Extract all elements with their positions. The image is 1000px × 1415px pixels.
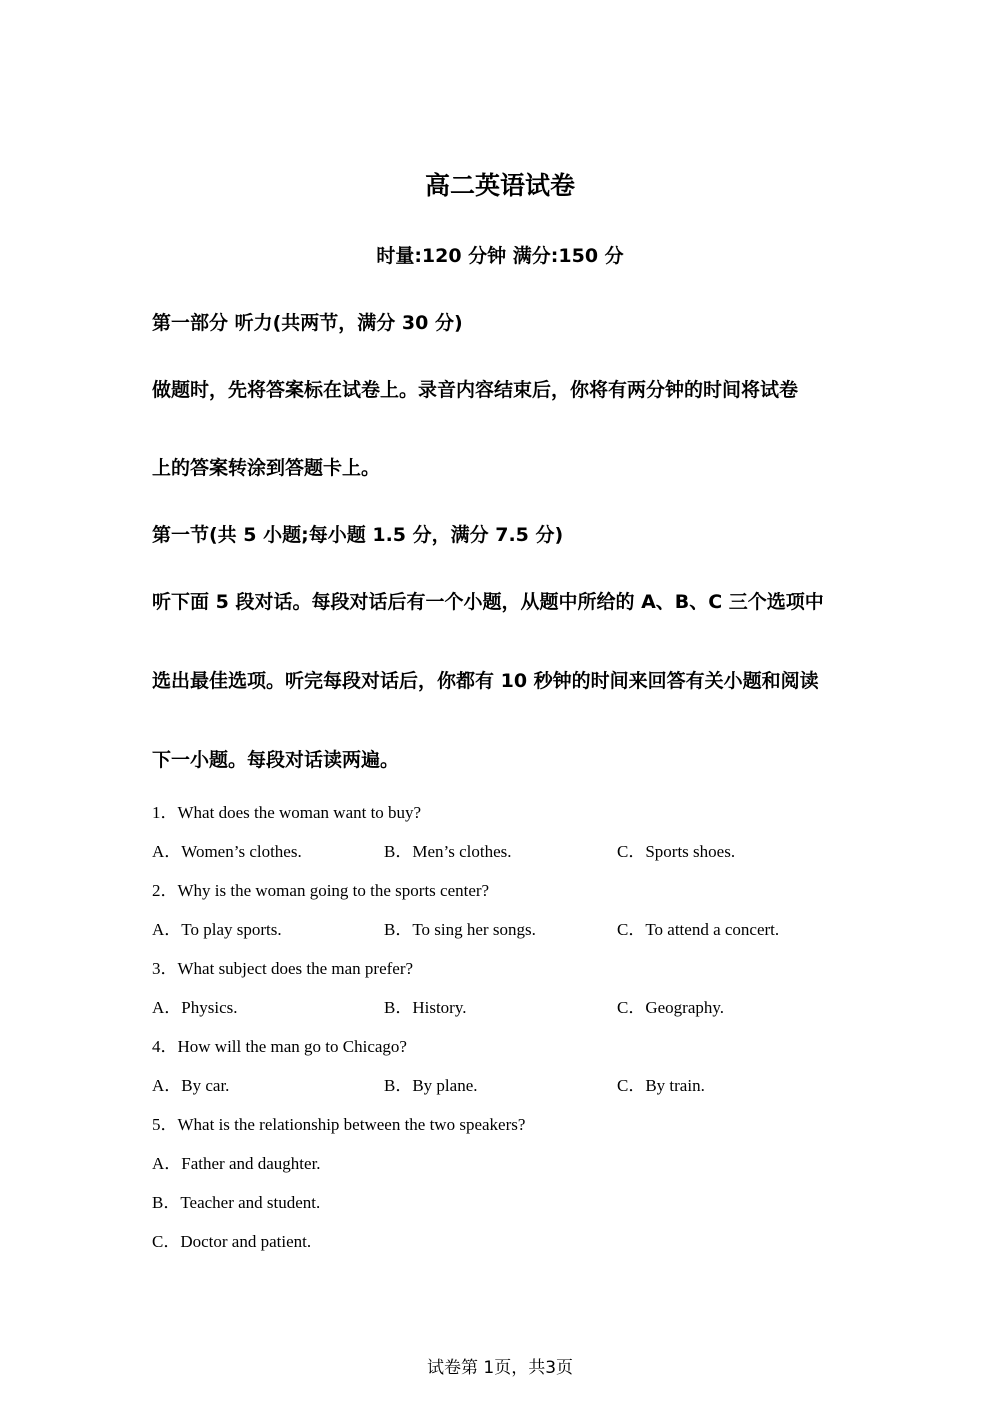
question-1-stem: 1．What does the woman want to buy? [152, 803, 422, 822]
question-2-option-a: A．To play sports. [152, 920, 282, 939]
section1-heading: 第一节(共 5 小题;每小题 1.5 分，满分 7.5 分) [152, 524, 564, 546]
section1-instruction-line-1: 听下面 5 段对话。每段对话后有一个小题，从题中所给的 A、B、C 三个选项中 [152, 591, 824, 613]
question-4-option-b: B．By plane. [384, 1076, 478, 1095]
question-3-stem: 3．What subject does the man prefer? [152, 959, 414, 978]
question-1-option-b: B．Men’s clothes. [384, 842, 512, 861]
exam-time-and-score: 时量:120 分钟 满分:150 分 [376, 245, 624, 267]
part1-instruction-line-2: 上的答案转涂到答题卡上。 [152, 457, 381, 479]
question-2-option-b: B．To sing her songs. [384, 920, 536, 939]
question-4-stem: 4．How will the man go to Chicago? [152, 1037, 407, 1056]
question-4-option-c: C．By train. [617, 1076, 705, 1095]
question-5-stem: 5．What is the relationship between the two speakers? [152, 1115, 526, 1134]
section1-instruction-line-3: 下一小题。每段对话读两遍。 [152, 749, 400, 771]
question-4-option-a: A．By car. [152, 1076, 230, 1095]
question-3-option-b: B．History. [384, 998, 467, 1017]
question-1-option-a: A．Women’s clothes. [152, 842, 302, 861]
page-title: 高二英语试卷 [424, 171, 575, 200]
part1-heading: 第一部分 听力(共两节，满分 30 分) [152, 312, 463, 334]
question-2-option-c: C．To attend a concert. [617, 920, 780, 939]
question-3-option-c: C．Geography. [617, 998, 725, 1017]
question-3-option-a: A．Physics. [152, 998, 238, 1017]
question-5-option-b: B．Teacher and student. [152, 1193, 321, 1212]
part1-instruction-line-1: 做题时，先将答案标在试卷上。录音内容结束后，你将有两分钟的时间将试卷 [152, 379, 799, 401]
question-1-option-c: C．Sports shoes. [617, 842, 736, 861]
page-footer: 试卷第 1页，共3页 [426, 1358, 574, 1378]
question-2-stem: 2．Why is the woman going to the sports center? [152, 881, 490, 900]
question-5-option-c: C．Doctor and patient. [152, 1232, 312, 1251]
section1-instruction-line-2: 选出最佳选项。听完每段对话后，你都有 10 秒钟的时间来回答有关小题和阅读 [152, 670, 819, 692]
question-5-option-a: A．Father and daughter. [152, 1154, 321, 1173]
